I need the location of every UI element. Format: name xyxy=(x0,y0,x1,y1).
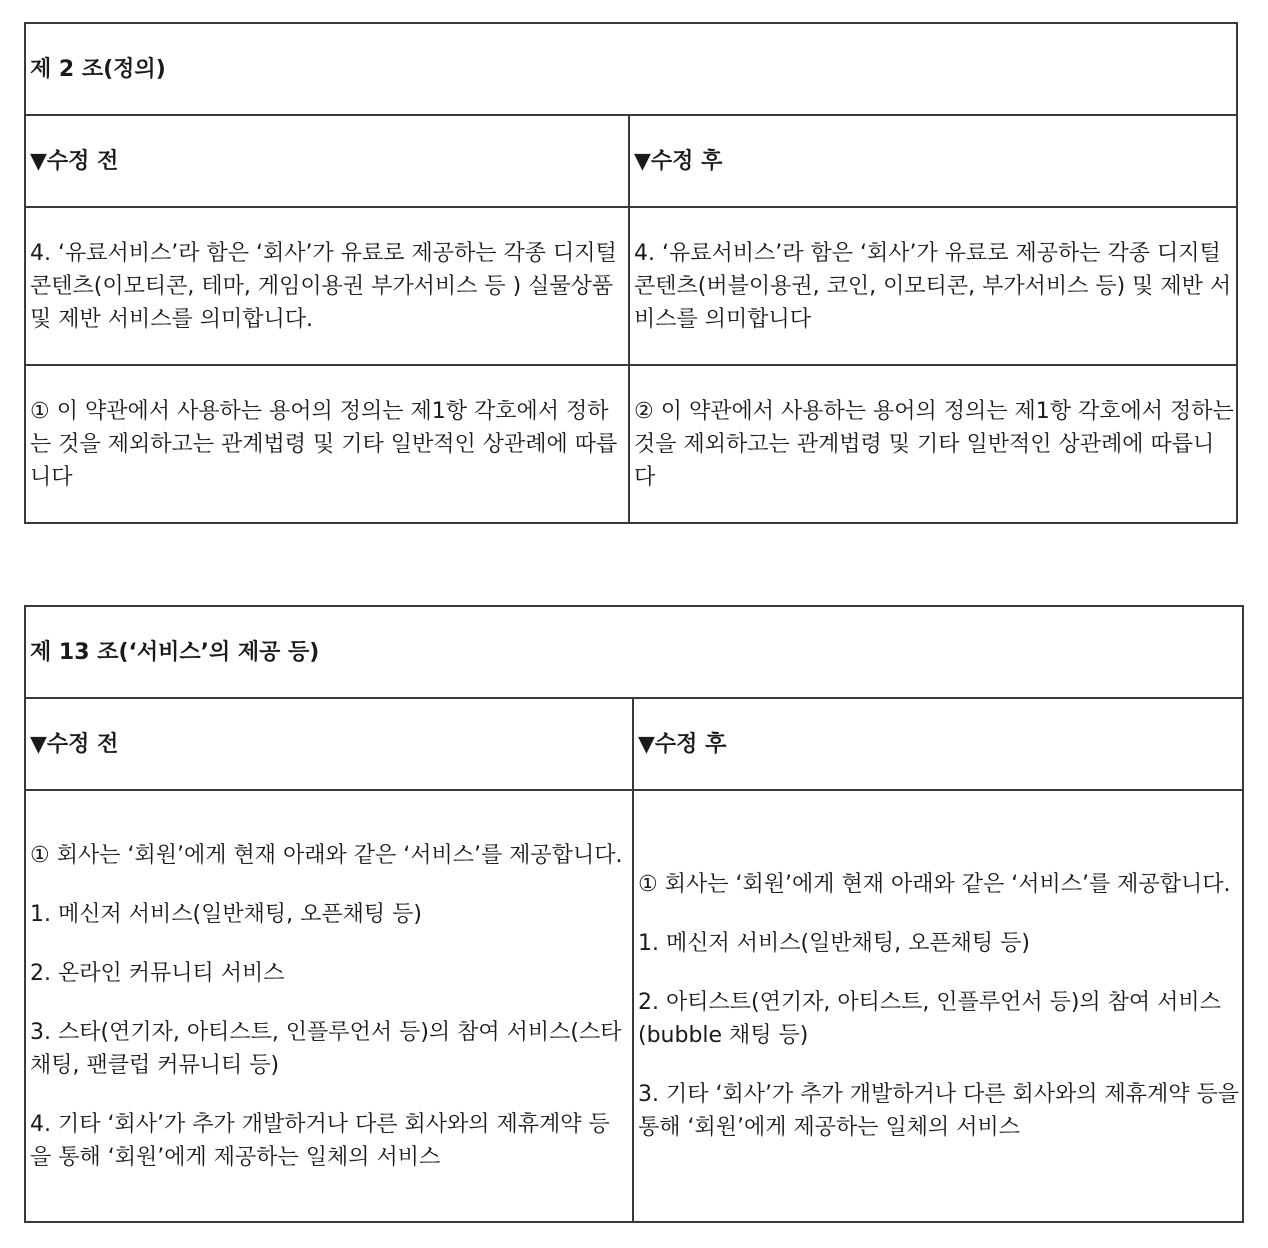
article-13-after-paragraph: ① 회사는 ‘회원’에게 현재 아래와 같은 ‘서비스’를 제공합니다. xyxy=(638,872,1231,897)
article-2-header-row xyxy=(25,115,1237,207)
article-2-row-1-before-text: 4. ‘유료서비스’라 함은 ‘회사’가 유료로 제공하는 각종 디지털콘텐츠(이모티콘, 테마, 게임이용권 부가서비스 등 ) 실물상품 및 제반 서비스를 의미합니다. xyxy=(30,240,617,332)
article-2-row-1-after xyxy=(629,207,1237,365)
article-13-after-header: ▼수정 후 xyxy=(633,698,1243,790)
article-13-after-paragraph: 1. 메신저 서비스(일반채팅, 오픈채팅 등) xyxy=(638,931,1030,956)
article-13-before-paragraph: 3. 스타(연기자, 아티스트, 인플루언서 등)의 참여 서비스(스타채팅, 팬클럽 커뮤니티 등) xyxy=(30,1019,622,1078)
article-13-service-row xyxy=(25,790,1243,1222)
article-13-comparison-table xyxy=(24,605,1244,1223)
article-2-before-header: ▼수정 전 xyxy=(25,115,629,207)
article-2-row-definitions xyxy=(25,365,1237,523)
article-2-row-paid-service xyxy=(25,207,1237,365)
article-13-before-header: ▼수정 전 xyxy=(25,698,633,790)
article-2-row-2-after-text: ② 이 약관에서 사용하는 용어의 정의는 제1항 각호에서 정하는 것을 제외하고는 관계법령 및 기타 일반적인 상관례에 따릅니다 xyxy=(634,398,1234,490)
article-13-before-cell xyxy=(25,790,633,1222)
article-2-comparison-table xyxy=(24,22,1238,524)
article-13-after-cell xyxy=(633,790,1243,1222)
article-2-after-header: ▼수정 후 xyxy=(629,115,1237,207)
article-2-row-2-before xyxy=(25,365,629,523)
article-13-title-row xyxy=(25,606,1243,698)
article-2-row-1-before xyxy=(25,207,629,365)
article-13-before-paragraph: 2. 온라인 커뮤니티 서비스 xyxy=(30,960,285,986)
article-13-title: 제 13 조(‘서비스’의 제공 등) xyxy=(25,606,1243,698)
article-2-row-2-before-text: ① 이 약관에서 사용하는 용어의 정의는 제1항 각호에서 정하는 것을 제외하고는 관계법령 및 기타 일반적인 상관례에 따릅니다 xyxy=(30,398,618,490)
article-2-title-row xyxy=(25,23,1237,115)
article-13-after-paragraph: 2. 아티스트(연기자, 아티스트, 인플루언서 등)의 참여 서비스 (bubble 채팅 등) xyxy=(638,990,1221,1048)
article-13-header-row xyxy=(25,698,1243,790)
article-13-after-paragraph: 3. 기타 ‘회사’가 추가 개발하거나 다른 회사와의 제휴계약 등을 통해 ‘회원’에게 제공하는 일체의 서비스 xyxy=(638,1082,1239,1140)
article-13-before-paragraph: 1. 메신저 서비스(일반채팅, 오픈채팅 등) xyxy=(30,901,422,927)
article-13-before-paragraph: ① 회사는 ‘회원’에게 현재 아래와 같은 ‘서비스’를 제공합니다. xyxy=(30,842,623,868)
article-2-row-2-after xyxy=(629,365,1237,523)
article-13-before-paragraph: 4. 기타 ‘회사’가 추가 개발하거나 다른 회사와의 제휴계약 등을 통해 ‘회원’에게 제공하는 일체의 서비스 xyxy=(30,1111,610,1170)
article-2-title: 제 2 조(정의) xyxy=(25,23,1237,115)
article-2-row-1-after-text: 4. ‘유료서비스’라 함은 ‘회사’가 유료로 제공하는 각종 디지털콘텐츠(버블이용권, 코인, 이모티콘, 부가서비스 등) 및 제반 서비스를 의미합니다 xyxy=(634,240,1232,332)
